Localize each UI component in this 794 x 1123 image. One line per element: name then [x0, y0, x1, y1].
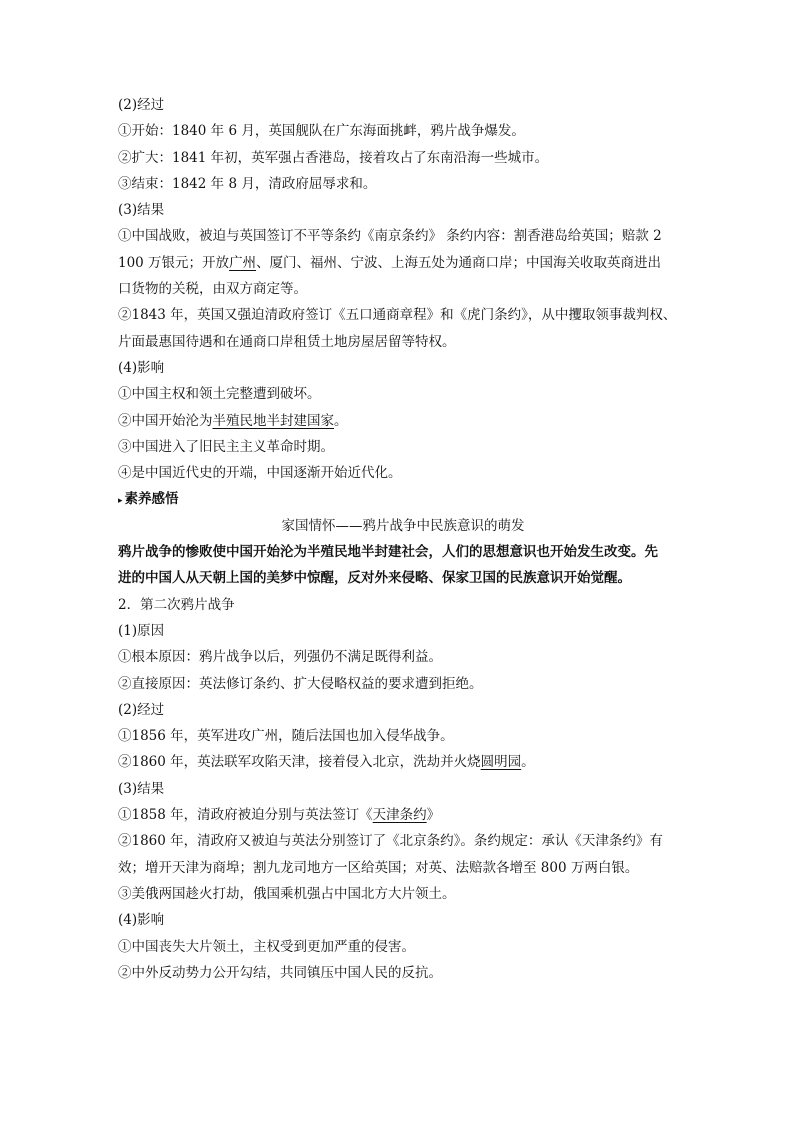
result-1-line-3: 口货物的关税，由双方商定等。: [118, 281, 307, 298]
heading-course: (2)经过: [118, 97, 165, 113]
course-item-1: ①开始：1840 年 6 月，英国舰队在广东海面挑衅，鸦片战争爆发。: [118, 123, 525, 140]
text: 、厦门、福州、宁波、上海五处为通商口岸；中国海关收取英商进出: [256, 254, 662, 271]
triangle-marker-icon: ▸: [118, 496, 123, 507]
impact2-item-2: ②中外反动势力公开勾结，共同镇压中国人民的反抗。: [118, 964, 442, 981]
result-2-line-2: 片面最惠国待遇和在通商口岸租赁土地房屋居留等特权。: [118, 333, 456, 350]
text: 100 万银元；开放: [118, 254, 230, 271]
cause-item-1: ①根本原因：鸦片战争以后，列强仍不满足既得利益。: [118, 649, 442, 666]
impact-item-3: ③中国进入了旧民主主义革命时期。: [118, 438, 334, 455]
underlined-term: 圆明园: [480, 754, 522, 771]
insight-text-line-2: 进的中国人从天朝上国的美梦中惊醒，反对外来侵略、保家卫国的民族意识开始觉醒。: [118, 570, 631, 587]
heading-impact: (4)影响: [118, 359, 165, 376]
result2-item-2-line-2: 效；增开天津为商埠；割九龙司地方一区给英国；对英、法赔款各增至 800 万两白银。: [118, 859, 639, 876]
heading-impact-2: (4)影响: [118, 912, 165, 929]
text: ②中国开始沦为: [118, 412, 213, 429]
impact-item-2: [118, 408, 688, 434]
result-1-line-2: [118, 250, 688, 276]
insight-label-text: 素养感悟: [124, 491, 179, 508]
heading-course-2: (2)经过: [118, 701, 165, 718]
result-2-line-1: ②1843 年，英国又强迫清政府签订《五口通商章程》和《虎门条约》，从中攫取领事裁判权、: [118, 307, 677, 324]
heading-cause: (1)原因: [118, 622, 165, 639]
text: ②1860 年，英法联军攻陷天津，接着侵入北京，洗劫并火烧: [118, 754, 481, 771]
result2-item-3: ③美俄两国趁火打劫，俄国乘机强占中国北方大片领土。: [118, 885, 456, 902]
heading-result: (3)结果: [118, 202, 165, 219]
underlined-term: 广州: [229, 254, 257, 271]
underlined-term: 半殖民地半封建国家: [212, 412, 334, 429]
insight-text-line-1: 鸦片战争的惨败使中国开始沦为半殖民地半封建社会，人们的思想意识也开始发生改变。先: [118, 544, 658, 561]
impact2-item-1: ①中国丧失大片领土，主权受到更加严重的侵害。: [118, 938, 415, 955]
course-item-3: ③结束：1842 年 8 月，清政府屈辱求和。: [118, 175, 377, 192]
underlined-term: 天津条约: [372, 807, 427, 824]
insight-title: 家国情怀——鸦片战争中民族意识的萌发: [281, 517, 525, 534]
section-heading-second-opium-war: 2．第二次鸦片战争: [118, 596, 235, 613]
text: ①1858 年，清政府被迫分别与英法签订《: [118, 807, 373, 824]
result2-item-1: [118, 802, 688, 828]
impact-item-1: ①中国主权和领土完整遭到破坏。: [118, 386, 321, 403]
result2-item-2-line-1: ②1860 年，清政府又被迫与英法分别签订了《北京条约》。条约规定：承认《天津条约》有: [118, 833, 663, 850]
insight-label: [118, 486, 688, 512]
course2-item-2: [118, 749, 688, 775]
heading-result-2: (3)结果: [118, 780, 165, 797]
result-1-line-1: ①中国战败，被迫与英国签订不平等条约《南京条约》 条约内容：割香港岛给英国；赔款 2: [118, 228, 662, 245]
course-item-2: ②扩大：1841 年初，英军强占香港岛，接着攻占了东南沿海一些城市。: [118, 149, 549, 166]
text: 。: [521, 754, 535, 771]
document-page: [118, 92, 688, 986]
text: 》: [426, 807, 441, 824]
text: 。: [334, 412, 348, 429]
impact-item-4: ④是中国近代史的开端，中国逐渐开始近代化。: [118, 465, 402, 482]
cause-item-2: ②直接原因：英法修订条约、扩大侵略权益的要求遭到拒绝。: [118, 675, 483, 692]
course2-item-1: ①1856 年，英军进攻广州，随后法国也加入侵华战争。: [118, 728, 454, 745]
